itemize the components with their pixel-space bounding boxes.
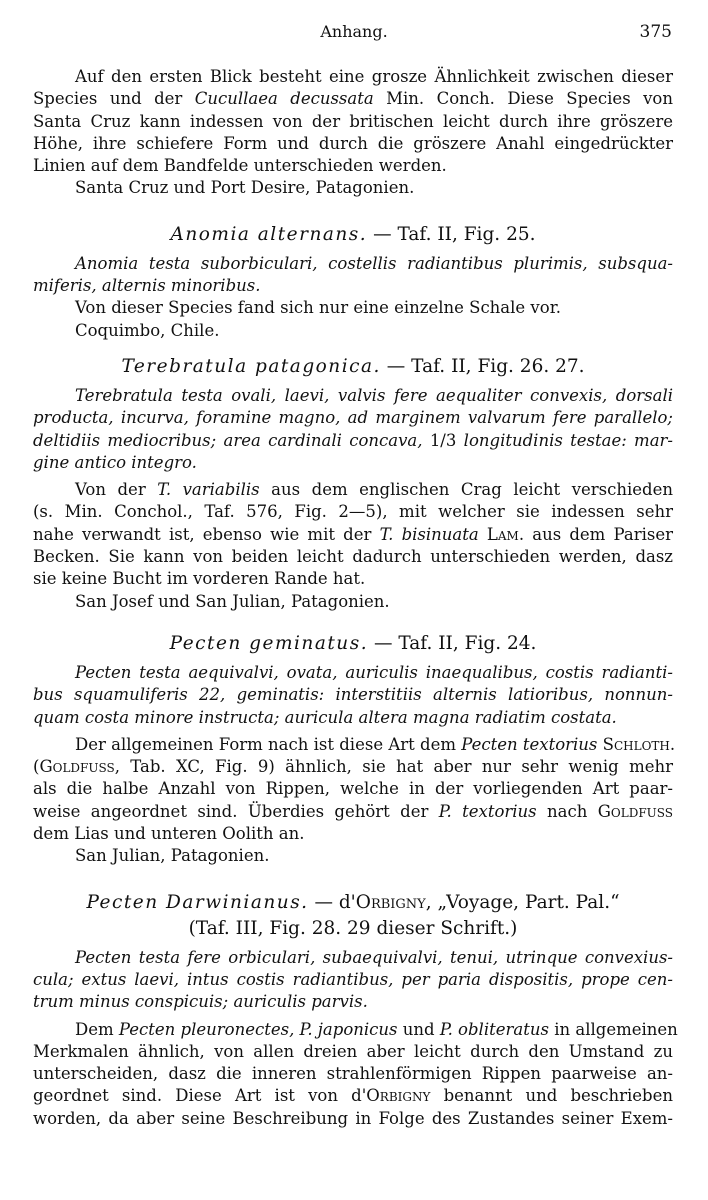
text-line: (s. Min. Conchol., Taf. 576, Fig. 2—5), mit welcher sie indessen sehr bbox=[33, 502, 673, 522]
text-span: Der allgemeinen Form nach ist diese Art dem bbox=[75, 734, 462, 754]
text-span: nach bbox=[536, 801, 598, 821]
text-line bbox=[33, 88, 673, 110]
text-line bbox=[33, 524, 673, 546]
text-span: und bbox=[397, 1019, 440, 1039]
species-name: Pecten textorius bbox=[461, 734, 598, 754]
text-line: Linien auf dem Bandfelde unterschieden werden. bbox=[33, 156, 447, 176]
running-title: Anhang. bbox=[320, 22, 388, 41]
section-terebratula-patagonica bbox=[33, 354, 673, 613]
text-line: Santa Cruz kann indessen von der britischen leicht durch ihre gröszere bbox=[33, 111, 673, 131]
section-pecten-geminatus bbox=[33, 631, 676, 868]
text-span: aus dem Pariser bbox=[524, 524, 673, 544]
author-name: Lam. bbox=[486, 524, 525, 544]
intro-paragraph bbox=[33, 66, 673, 200]
text-line: Von dieser Species fand sich nur eine einzelne Schale vor. bbox=[75, 298, 562, 318]
text-line: dem Lias und unteren Oolith an. bbox=[33, 824, 305, 844]
latin-diagnosis-line: bus squamuliferis 22, geminatis: interstitiis alternis latioribus, nonnun- bbox=[33, 685, 673, 705]
text-span: nahe verwandt ist, ebenso wie mit der bbox=[33, 524, 380, 544]
text-line bbox=[33, 734, 676, 756]
heading-reference: , „Voyage, Part. Pal.“ bbox=[425, 891, 620, 913]
author-name: Goldfuss bbox=[597, 801, 673, 821]
author-name: Orbigny bbox=[355, 891, 426, 913]
section-heading-line-2: (Taf. III, Fig. 28. 29 dieser Schrift.) bbox=[188, 917, 518, 939]
text-span: Von der bbox=[75, 480, 158, 500]
locality-line: San Josef und San Julian, Patagonien. bbox=[75, 591, 390, 611]
heading-reference: — Taf. II, Fig. 26. 27. bbox=[380, 355, 585, 377]
page-number: 375 bbox=[639, 22, 672, 42]
text-line bbox=[33, 756, 673, 778]
text-line bbox=[33, 801, 673, 823]
text-line bbox=[33, 1085, 673, 1107]
species-name: Cucullaea decussata bbox=[194, 89, 374, 109]
author-name: Goldfuss bbox=[39, 757, 115, 777]
text-line: Höhe, ihre schiefere Form und durch die gröszere Anahl eingedrückter bbox=[33, 133, 673, 153]
text-span: Min. Conch. Diese Species von bbox=[373, 89, 673, 109]
text-span: geordnet sind. Diese Art ist von d' bbox=[33, 1086, 367, 1106]
species-name: T. bisinuata bbox=[379, 524, 479, 544]
latin-diagnosis-line: Terebratula testa ovali, laevi, valvis fere aequaliter convexis, dorsali bbox=[75, 385, 673, 405]
heading-species: Pecten Darwinianus. bbox=[86, 891, 309, 913]
latin-diagnosis-line: Anomia testa suborbiculari, costellis radiantibus plurimis, subsqua- bbox=[75, 253, 673, 273]
latin-diagnosis-line: gine antico integro. bbox=[33, 452, 197, 472]
text-span: weise angeordnet sind. Überdies gehört der bbox=[33, 801, 439, 821]
latin-diagnosis-line: quam costa minore instructa; auricula altera magna radiatim costata. bbox=[33, 707, 617, 727]
text-span: longitudinis testae: mar- bbox=[456, 430, 674, 450]
heading-species: Pecten geminatus. bbox=[169, 632, 369, 654]
latin-diagnosis-line: producta, incurva, foramine magno, ad marginem valvarum fere parallelo; bbox=[33, 408, 673, 428]
text-line: als die halbe Anzahl von Rippen, welche in der vorliegenden Art paar- bbox=[33, 779, 673, 799]
species-name: P. textorius bbox=[438, 801, 537, 821]
heading-species: Terebratula patagonica. bbox=[121, 355, 381, 377]
section-heading bbox=[33, 631, 673, 657]
latin-diagnosis-line: trum minus conspicuis; auriculis parvis. bbox=[33, 992, 368, 1012]
latin-diagnosis-line: miferis, alternis minoribus. bbox=[33, 276, 261, 296]
text-span: benannt und beschrieben bbox=[430, 1086, 673, 1106]
section-anomia-alternans bbox=[33, 222, 673, 342]
text-span: Species und der bbox=[33, 89, 195, 109]
locality-line: Santa Cruz und Port Desire, Patagonien. bbox=[75, 178, 415, 198]
species-name: Pecten pleuronectes, P. japonicus bbox=[118, 1019, 398, 1039]
text-line: Becken. Sie kann von beiden leicht dadurch unterschieden werden, dasz bbox=[33, 547, 673, 567]
text-span: aus dem englischen Crag leicht verschieden bbox=[259, 480, 674, 500]
heading-reference: — Taf. II, Fig. 24. bbox=[368, 632, 537, 654]
text-span: , Tab. XC, Fig. 9) ähnlich, sie hat aber nur sehr wenig mehr bbox=[114, 757, 673, 777]
page-body bbox=[33, 66, 678, 1130]
section-heading bbox=[33, 354, 673, 380]
species-name: T. variabilis bbox=[157, 480, 260, 500]
text-line: Auf den ersten Blick besteht eine grosze Ähnlichkeit zwischen dieser bbox=[75, 67, 673, 86]
latin-diagnosis-line bbox=[33, 430, 673, 452]
author-name: Orbigny bbox=[366, 1086, 431, 1106]
locality-line: Coquimbo, Chile. bbox=[75, 320, 220, 340]
author-name: Schloth. bbox=[602, 734, 676, 754]
latin-diagnosis-line: cula; extus laevi, intus costis radiantibus, per paria dispositis, prope cen- bbox=[33, 969, 673, 989]
text-span: deltidiis mediocribus; area cardinali concava, bbox=[33, 430, 430, 450]
text-span: in allgemeinen bbox=[548, 1019, 678, 1039]
text-line: Merkmalen ähnlich, von allen dreien aber leicht durch den Umstand zu bbox=[33, 1041, 673, 1061]
section-heading bbox=[33, 890, 673, 916]
heading-reference: — Taf. II, Fig. 25. bbox=[367, 223, 536, 245]
text-line bbox=[33, 1019, 678, 1041]
latin-diagnosis-line: Pecten testa aequivalvi, ovata, auriculis inaequalibus, costis radianti- bbox=[75, 662, 673, 682]
text-line bbox=[33, 479, 673, 501]
heading-species: Anomia alternans. bbox=[170, 223, 368, 245]
section-pecten-darwinianus bbox=[33, 890, 678, 1130]
heading-reference: — d' bbox=[308, 891, 356, 913]
text-line: sie keine Bucht im vorderen Rande hat. bbox=[33, 569, 366, 589]
locality-line: San Julian, Patagonien. bbox=[75, 846, 270, 866]
text-line: unterscheiden, dasz die inneren strahlenförmigen Rippen paarweise an- bbox=[33, 1064, 673, 1084]
species-name: P. obliteratus bbox=[439, 1019, 549, 1039]
text-span: ( bbox=[33, 757, 40, 777]
latin-diagnosis-line: Pecten testa fere orbiculari, subaequivalvi, tenui, utrinque convexius- bbox=[75, 947, 673, 967]
fraction: 1/3 bbox=[429, 430, 457, 450]
text-line: worden, da aber seine Beschreibung in Folge des Zustandes seiner Exem- bbox=[33, 1108, 673, 1128]
text-span: Dem bbox=[75, 1019, 119, 1039]
section-heading bbox=[33, 222, 673, 248]
